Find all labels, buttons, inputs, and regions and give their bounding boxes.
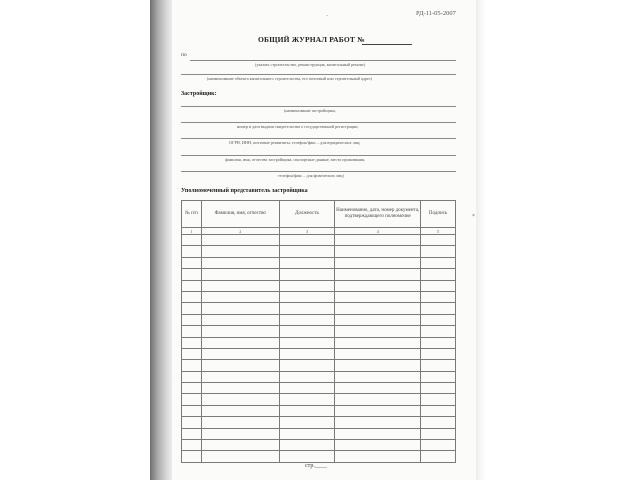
table-cell[interactable] xyxy=(182,394,202,405)
table-cell[interactable] xyxy=(201,337,279,348)
phone-line xyxy=(181,171,456,172)
column-header-signature: Подпись xyxy=(421,201,456,228)
developer-name-caption: (наименование застройщика, xyxy=(284,108,336,113)
developer-header: Застройщик: xyxy=(181,91,217,97)
journal-number-blank-line xyxy=(362,44,412,45)
table-cell[interactable] xyxy=(421,269,456,280)
table-cell[interactable] xyxy=(201,383,279,394)
table-cell[interactable] xyxy=(182,405,202,416)
table-cell[interactable] xyxy=(421,280,456,291)
table-row xyxy=(182,314,456,325)
table-cell[interactable] xyxy=(279,337,335,348)
table-cell[interactable] xyxy=(421,257,456,268)
table-cell[interactable] xyxy=(335,417,421,428)
registration-line xyxy=(181,122,456,123)
table-cell[interactable] xyxy=(421,314,456,325)
phone-caption: телефон/факс – для физических лиц) xyxy=(278,173,344,178)
table-cell[interactable] xyxy=(182,326,202,337)
table-cell[interactable] xyxy=(279,383,335,394)
table-cell[interactable] xyxy=(201,360,279,371)
table-cell[interactable] xyxy=(421,394,456,405)
table-cell[interactable] xyxy=(201,314,279,325)
table-cell[interactable] xyxy=(279,246,335,257)
margin-tick-mark: * xyxy=(472,214,475,220)
column-number-row xyxy=(182,228,456,235)
table-row xyxy=(182,337,456,348)
table-cell[interactable] xyxy=(182,428,202,439)
table-cell[interactable] xyxy=(335,303,421,314)
table-cell[interactable] xyxy=(182,371,202,382)
table-row xyxy=(182,280,456,291)
table-cell[interactable] xyxy=(421,326,456,337)
table-cell[interactable] xyxy=(421,337,456,348)
table-row xyxy=(182,303,456,314)
table-cell[interactable] xyxy=(279,314,335,325)
table-cell[interactable] xyxy=(335,451,421,462)
table-cell[interactable] xyxy=(421,348,456,359)
table-cell[interactable] xyxy=(201,291,279,302)
table-cell[interactable] xyxy=(182,257,202,268)
table-cell[interactable] xyxy=(182,246,202,257)
table-row xyxy=(182,371,456,382)
table-cell[interactable] xyxy=(182,440,202,451)
table-cell[interactable] xyxy=(201,246,279,257)
table-header-row xyxy=(182,201,456,228)
column-header-position: Должность xyxy=(279,201,335,228)
table-cell[interactable] xyxy=(201,269,279,280)
representative-header: Уполномоченный представитель застройщика xyxy=(181,188,308,194)
person-caption: фамилия, имя, отчество застройщика, паспортные данные, место проживания, xyxy=(225,157,365,162)
work-type-line xyxy=(190,60,456,61)
po-label: по xyxy=(181,52,187,58)
table-cell[interactable] xyxy=(201,257,279,268)
table-cell[interactable] xyxy=(279,394,335,405)
table-cell[interactable] xyxy=(182,291,202,302)
table-cell[interactable] xyxy=(335,291,421,302)
table-cell[interactable] xyxy=(182,360,202,371)
table-cell[interactable] xyxy=(335,235,421,246)
table-row xyxy=(182,269,456,280)
table-cell[interactable] xyxy=(421,428,456,439)
ogrn-caption: ОГРН, ИНН, почтовые реквизиты, телефон/факс – для юридических лиц; xyxy=(229,140,361,145)
table-row xyxy=(182,383,456,394)
page-mark: - xyxy=(326,13,328,19)
table-row xyxy=(182,291,456,302)
table-cell[interactable] xyxy=(201,405,279,416)
table-row xyxy=(182,246,456,257)
document-code: РД-11-05-2007 xyxy=(416,10,456,17)
table-cell[interactable] xyxy=(335,440,421,451)
table-cell[interactable] xyxy=(335,337,421,348)
table-cell[interactable] xyxy=(421,246,456,257)
table-row xyxy=(182,440,456,451)
table-row xyxy=(182,428,456,439)
table-cell[interactable] xyxy=(182,383,202,394)
column-header-authority-document: Наименование, дата, номер документа, подтверждающего полномочие xyxy=(335,201,421,228)
object-line xyxy=(181,74,456,75)
table-cell[interactable] xyxy=(421,371,456,382)
table-row xyxy=(182,360,456,371)
table-cell[interactable] xyxy=(279,451,335,462)
table-cell[interactable] xyxy=(182,280,202,291)
table-cell[interactable] xyxy=(201,235,279,246)
table-cell[interactable] xyxy=(201,348,279,359)
developer-name-line xyxy=(181,106,456,107)
column-number: 5 xyxy=(421,228,456,235)
table-cell[interactable] xyxy=(421,440,456,451)
table-cell[interactable] xyxy=(182,451,202,462)
table-cell[interactable] xyxy=(201,326,279,337)
table-row xyxy=(182,405,456,416)
table-cell[interactable] xyxy=(182,417,202,428)
table-cell[interactable] xyxy=(335,257,421,268)
table-cell[interactable] xyxy=(201,371,279,382)
column-header-full-name: Фамилия, имя, отчество xyxy=(201,201,279,228)
table-cell[interactable] xyxy=(421,303,456,314)
table-cell[interactable] xyxy=(279,348,335,359)
table-cell[interactable] xyxy=(279,291,335,302)
table-cell[interactable] xyxy=(335,405,421,416)
table-cell[interactable] xyxy=(335,371,421,382)
table-cell[interactable] xyxy=(335,326,421,337)
table-cell[interactable] xyxy=(335,314,421,325)
table-cell[interactable] xyxy=(182,303,202,314)
table-cell[interactable] xyxy=(279,428,335,439)
table-cell[interactable] xyxy=(201,451,279,462)
table-row xyxy=(182,326,456,337)
table-cell[interactable] xyxy=(421,383,456,394)
table-row xyxy=(182,417,456,428)
table-cell[interactable] xyxy=(279,269,335,280)
table-cell[interactable] xyxy=(335,246,421,257)
table-cell[interactable] xyxy=(201,428,279,439)
table-cell[interactable] xyxy=(421,360,456,371)
table-cell[interactable] xyxy=(201,417,279,428)
page-number-footer: стр.____ xyxy=(305,463,327,469)
table-cell[interactable] xyxy=(335,428,421,439)
table-cell[interactable] xyxy=(421,235,456,246)
table-cell[interactable] xyxy=(182,269,202,280)
table-cell[interactable] xyxy=(279,280,335,291)
table-row xyxy=(182,235,456,246)
table-cell[interactable] xyxy=(421,417,456,428)
table-row xyxy=(182,451,456,462)
table-row xyxy=(182,257,456,268)
page-title: ОБЩИЙ ЖУРНАЛ РАБОТ № xyxy=(258,35,365,44)
table-cell[interactable] xyxy=(201,440,279,451)
representatives-table xyxy=(181,200,456,463)
work-type-caption: (указать строительство, реконструкция, капитальный ремонт) xyxy=(255,62,366,67)
table-row xyxy=(182,348,456,359)
ogrn-line xyxy=(181,138,456,139)
table-cell[interactable] xyxy=(279,235,335,246)
table-cell[interactable] xyxy=(279,326,335,337)
table-cell[interactable] xyxy=(182,235,202,246)
column-number: 3 xyxy=(279,228,335,235)
table-cell[interactable] xyxy=(201,280,279,291)
table-cell[interactable] xyxy=(335,269,421,280)
table-cell[interactable] xyxy=(182,337,202,348)
table-cell[interactable] xyxy=(335,383,421,394)
object-caption: (наименование объекта капитального строительства, его почтовый или строительный адрес) xyxy=(207,76,373,81)
registration-caption: номер и дата выдачи свидетельства о государственной регистрации, xyxy=(237,124,359,129)
table-cell[interactable] xyxy=(279,417,335,428)
table-cell[interactable] xyxy=(335,360,421,371)
column-number: 4 xyxy=(335,228,421,235)
table-cell[interactable] xyxy=(335,348,421,359)
column-number: 1 xyxy=(182,228,202,235)
table-cell[interactable] xyxy=(182,348,202,359)
table-row xyxy=(182,394,456,405)
table-cell[interactable] xyxy=(279,405,335,416)
table-cell[interactable] xyxy=(279,440,335,451)
person-line xyxy=(181,155,456,156)
table-cell[interactable] xyxy=(201,394,279,405)
table-cell[interactable] xyxy=(335,280,421,291)
column-header-number: № п/п xyxy=(182,201,202,228)
table-cell[interactable] xyxy=(421,405,456,416)
table-cell[interactable] xyxy=(201,303,279,314)
table-cell[interactable] xyxy=(421,451,456,462)
table-cell[interactable] xyxy=(279,257,335,268)
table-cell[interactable] xyxy=(335,394,421,405)
page-edge-shadow xyxy=(476,0,486,480)
table-cell[interactable] xyxy=(279,303,335,314)
table-cell[interactable] xyxy=(279,360,335,371)
table-cell[interactable] xyxy=(421,291,456,302)
column-number: 2 xyxy=(201,228,279,235)
table-cell[interactable] xyxy=(279,371,335,382)
table-cell[interactable] xyxy=(182,314,202,325)
journal-spine-binding xyxy=(150,0,172,480)
